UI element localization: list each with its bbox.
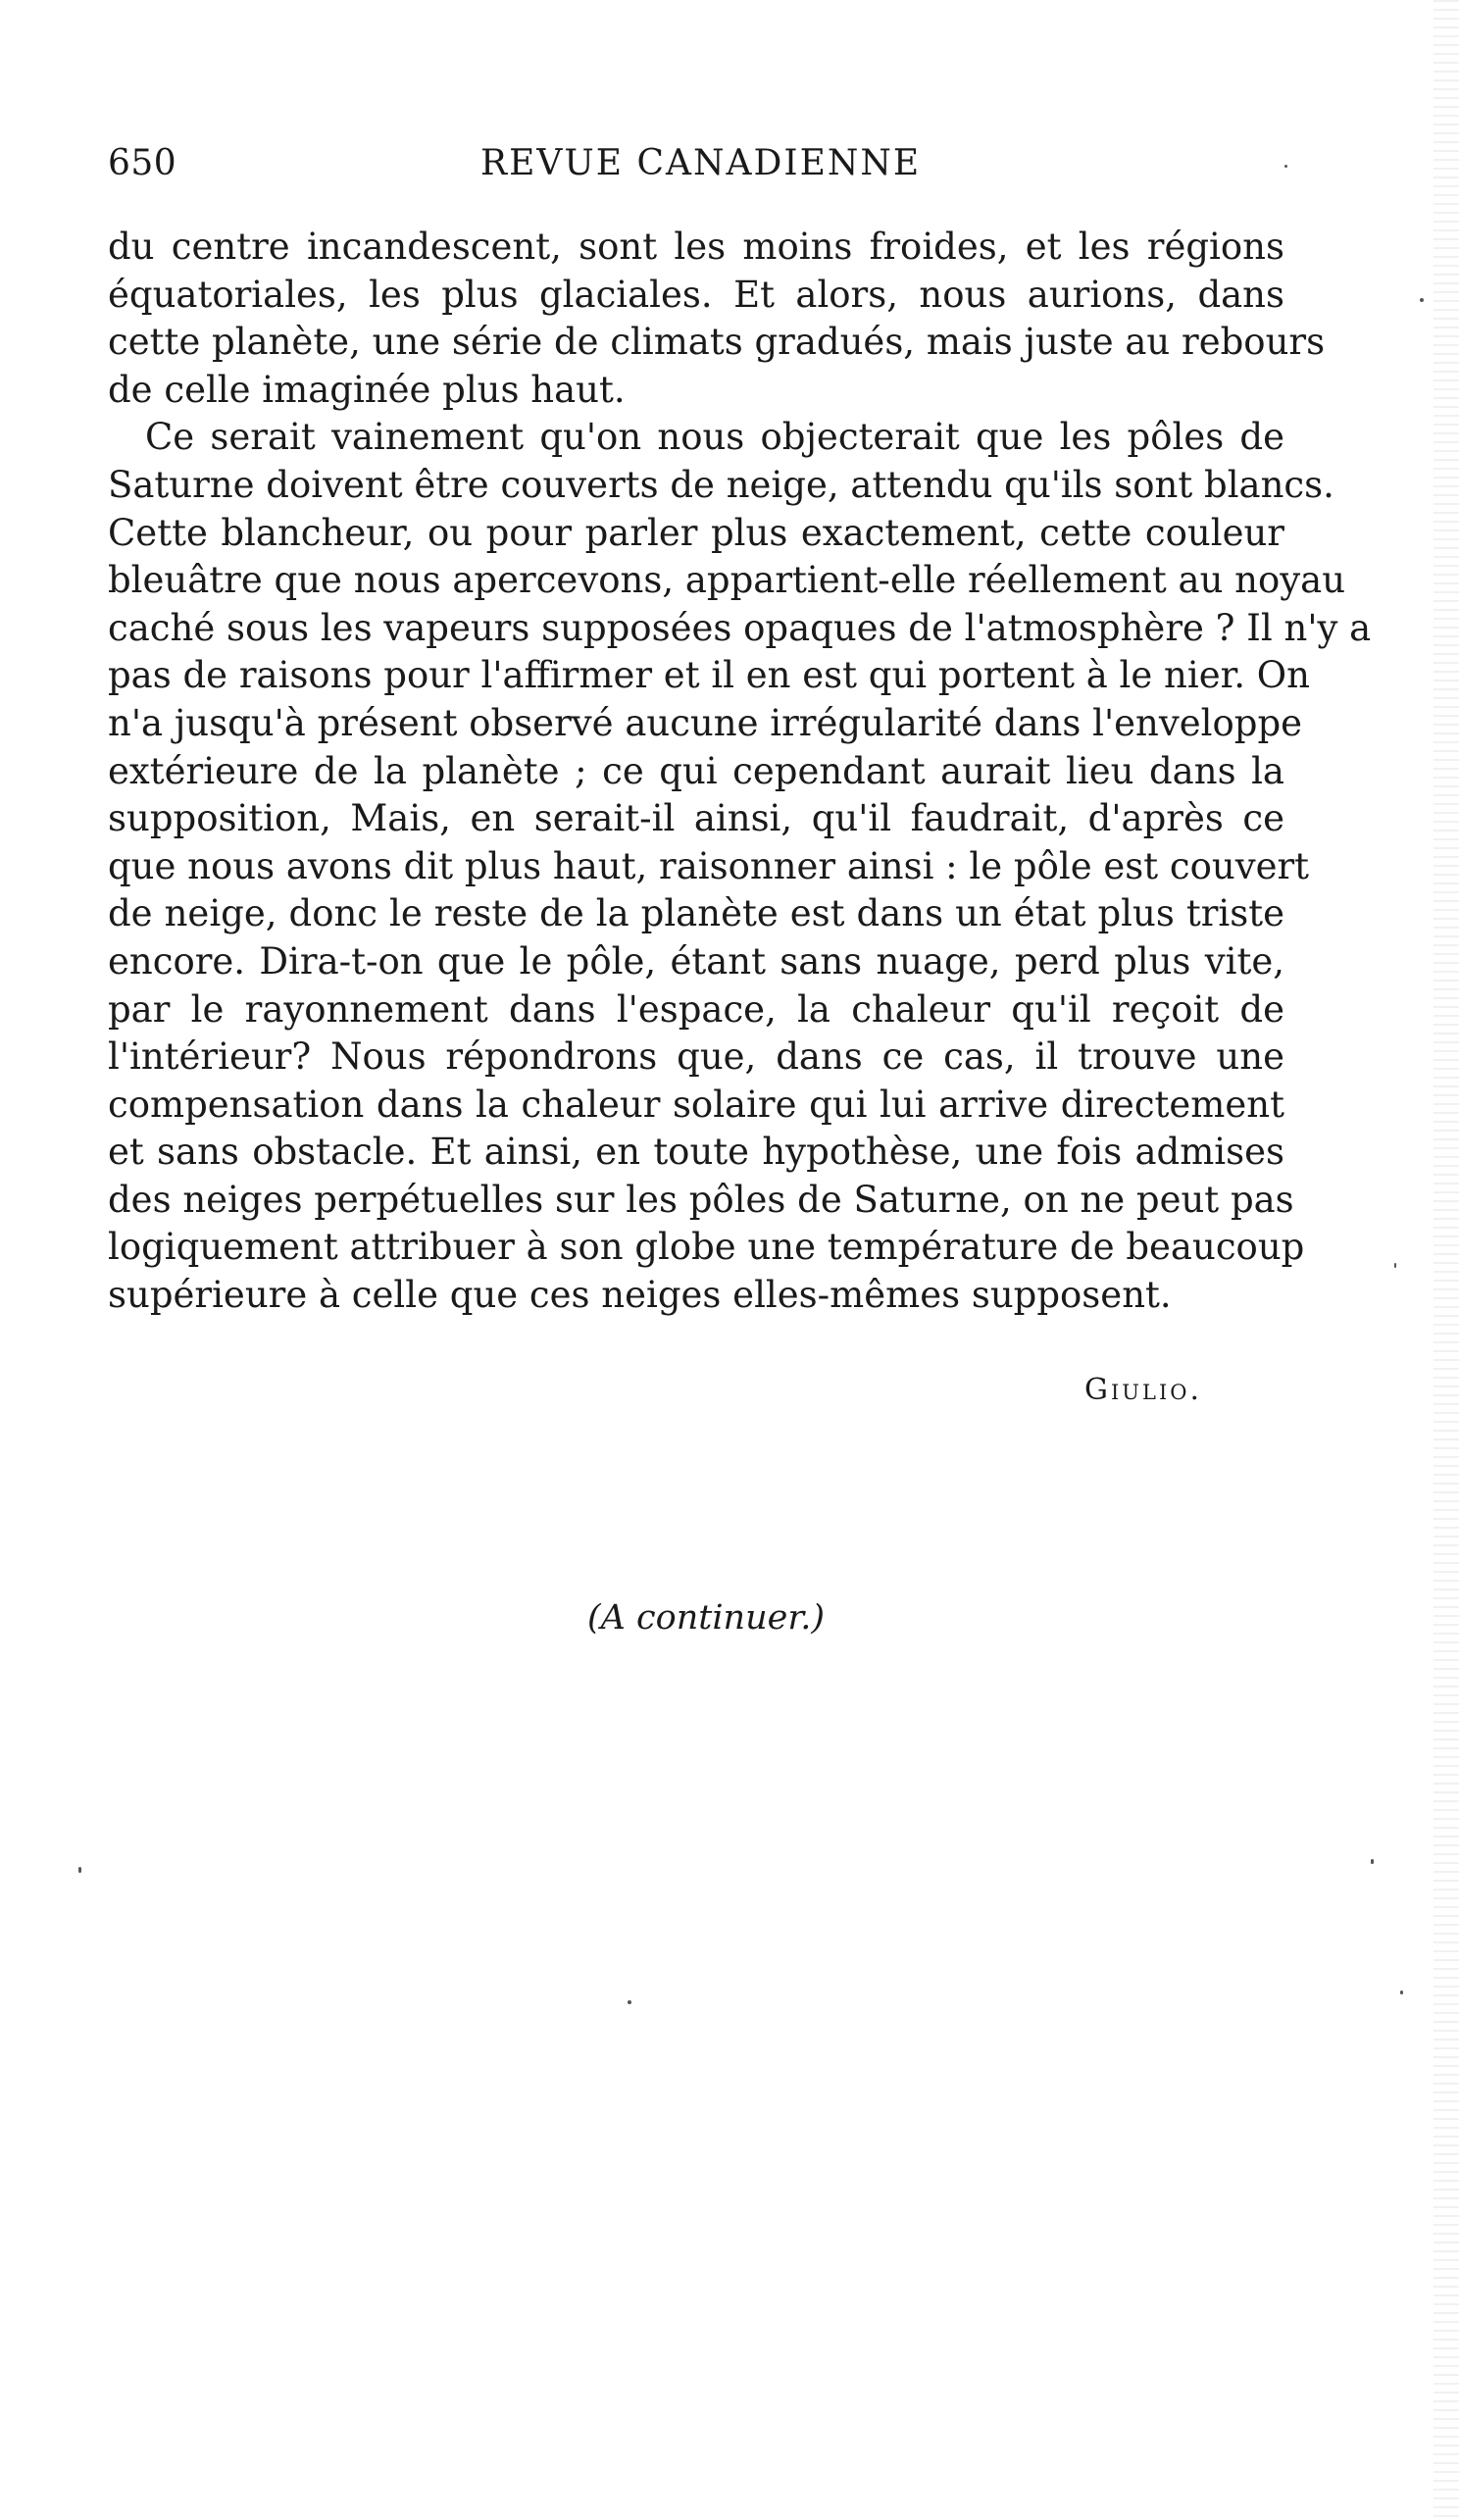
text-line: extérieure de la planète ; ce qui cependant aurait lieu dans la: [108, 749, 1284, 792]
text-line: supposition, Mais, en serait-il ainsi, qu'il faudrait, d'après ce: [108, 797, 1284, 840]
paragraph: [108, 224, 1326, 414]
text-line: caché sous les vapeurs supposées opaques de l'atmosphère ? Il n'y a: [108, 606, 1372, 649]
continued-note: (A continuer.): [587, 1598, 825, 1638]
text-line: l'intérieur? Nous répondrons que, dans ce cas, il trouve une: [108, 1035, 1284, 1079]
scan-speck: [1371, 1859, 1374, 1864]
text-line: du centre incandescent, sont les moins froides, et les régions: [108, 226, 1284, 268]
text-line: de celle imaginée plus haut.: [108, 368, 626, 411]
page-number: 650: [108, 143, 177, 183]
article-body: [108, 224, 1372, 1320]
scan-speck: [78, 1867, 81, 1873]
author-signature: Giulio.: [1084, 1373, 1202, 1407]
text-line: par le rayonnement dans l'espace, la chaleur qu'il reçoit de: [108, 987, 1284, 1031]
scan-speck: [1420, 298, 1424, 302]
scan-speck: [1284, 165, 1287, 168]
text-line: que nous avons dit plus haut, raisonner ainsi : le pôle est couvert: [108, 844, 1310, 887]
running-title: REVUE CANADIENNE: [480, 143, 922, 183]
text-line: de neige, donc le reste de la planète est dans un état plus triste: [108, 892, 1284, 935]
paragraph: [108, 414, 1372, 1319]
text-line: pas de raisons pour l'affirmer et il en est qui portent à le nier. On: [108, 654, 1310, 697]
text-line: équatoriales, les plus glaciales. Et alors, nous aurions, dans: [108, 273, 1284, 316]
text-line: Cette blancheur, ou pour parler plus exactement, cette couleur: [108, 511, 1284, 554]
text-line: bleuâtre que nous apercevons, appartient-elle réellement au noyau: [108, 559, 1346, 602]
text-line: Saturne doivent être couverts de neige, attendu qu'ils sont blancs.: [108, 463, 1334, 506]
scan-speck: [1394, 1263, 1396, 1268]
text-line: logiquement attribuer à son globe une température de beaucoup: [108, 1226, 1305, 1269]
text-line: encore. Dira-t-on que le pôle, étant sans nuage, perd plus vite,: [108, 939, 1284, 983]
scan-speck: [1400, 1991, 1403, 1994]
text-line: cette planète, une série de climats gradués, mais juste au rebours: [108, 321, 1326, 364]
page-header: [108, 143, 1284, 194]
text-line: Ce serait vainement qu'on nous objecterait que les pôles de: [145, 416, 1284, 459]
text-line: supérieure à celle que ces neiges elles-mêmes supposent.: [108, 1274, 1172, 1317]
text-line: n'a jusqu'à présent observé aucune irrégularité dans l'enveloppe: [108, 701, 1303, 744]
text-line: et sans obstacle. Et ainsi, en toute hypothèse, une fois admises: [108, 1131, 1284, 1174]
scan-edge-noise: [1434, 0, 1459, 2520]
text-line: compensation dans la chaleur solaire qui lui arrive directement: [108, 1083, 1284, 1126]
scan-speck: [628, 2000, 631, 2004]
text-line: des neiges perpétuelles sur les pôles de Saturne, on ne peut pas: [108, 1178, 1294, 1221]
